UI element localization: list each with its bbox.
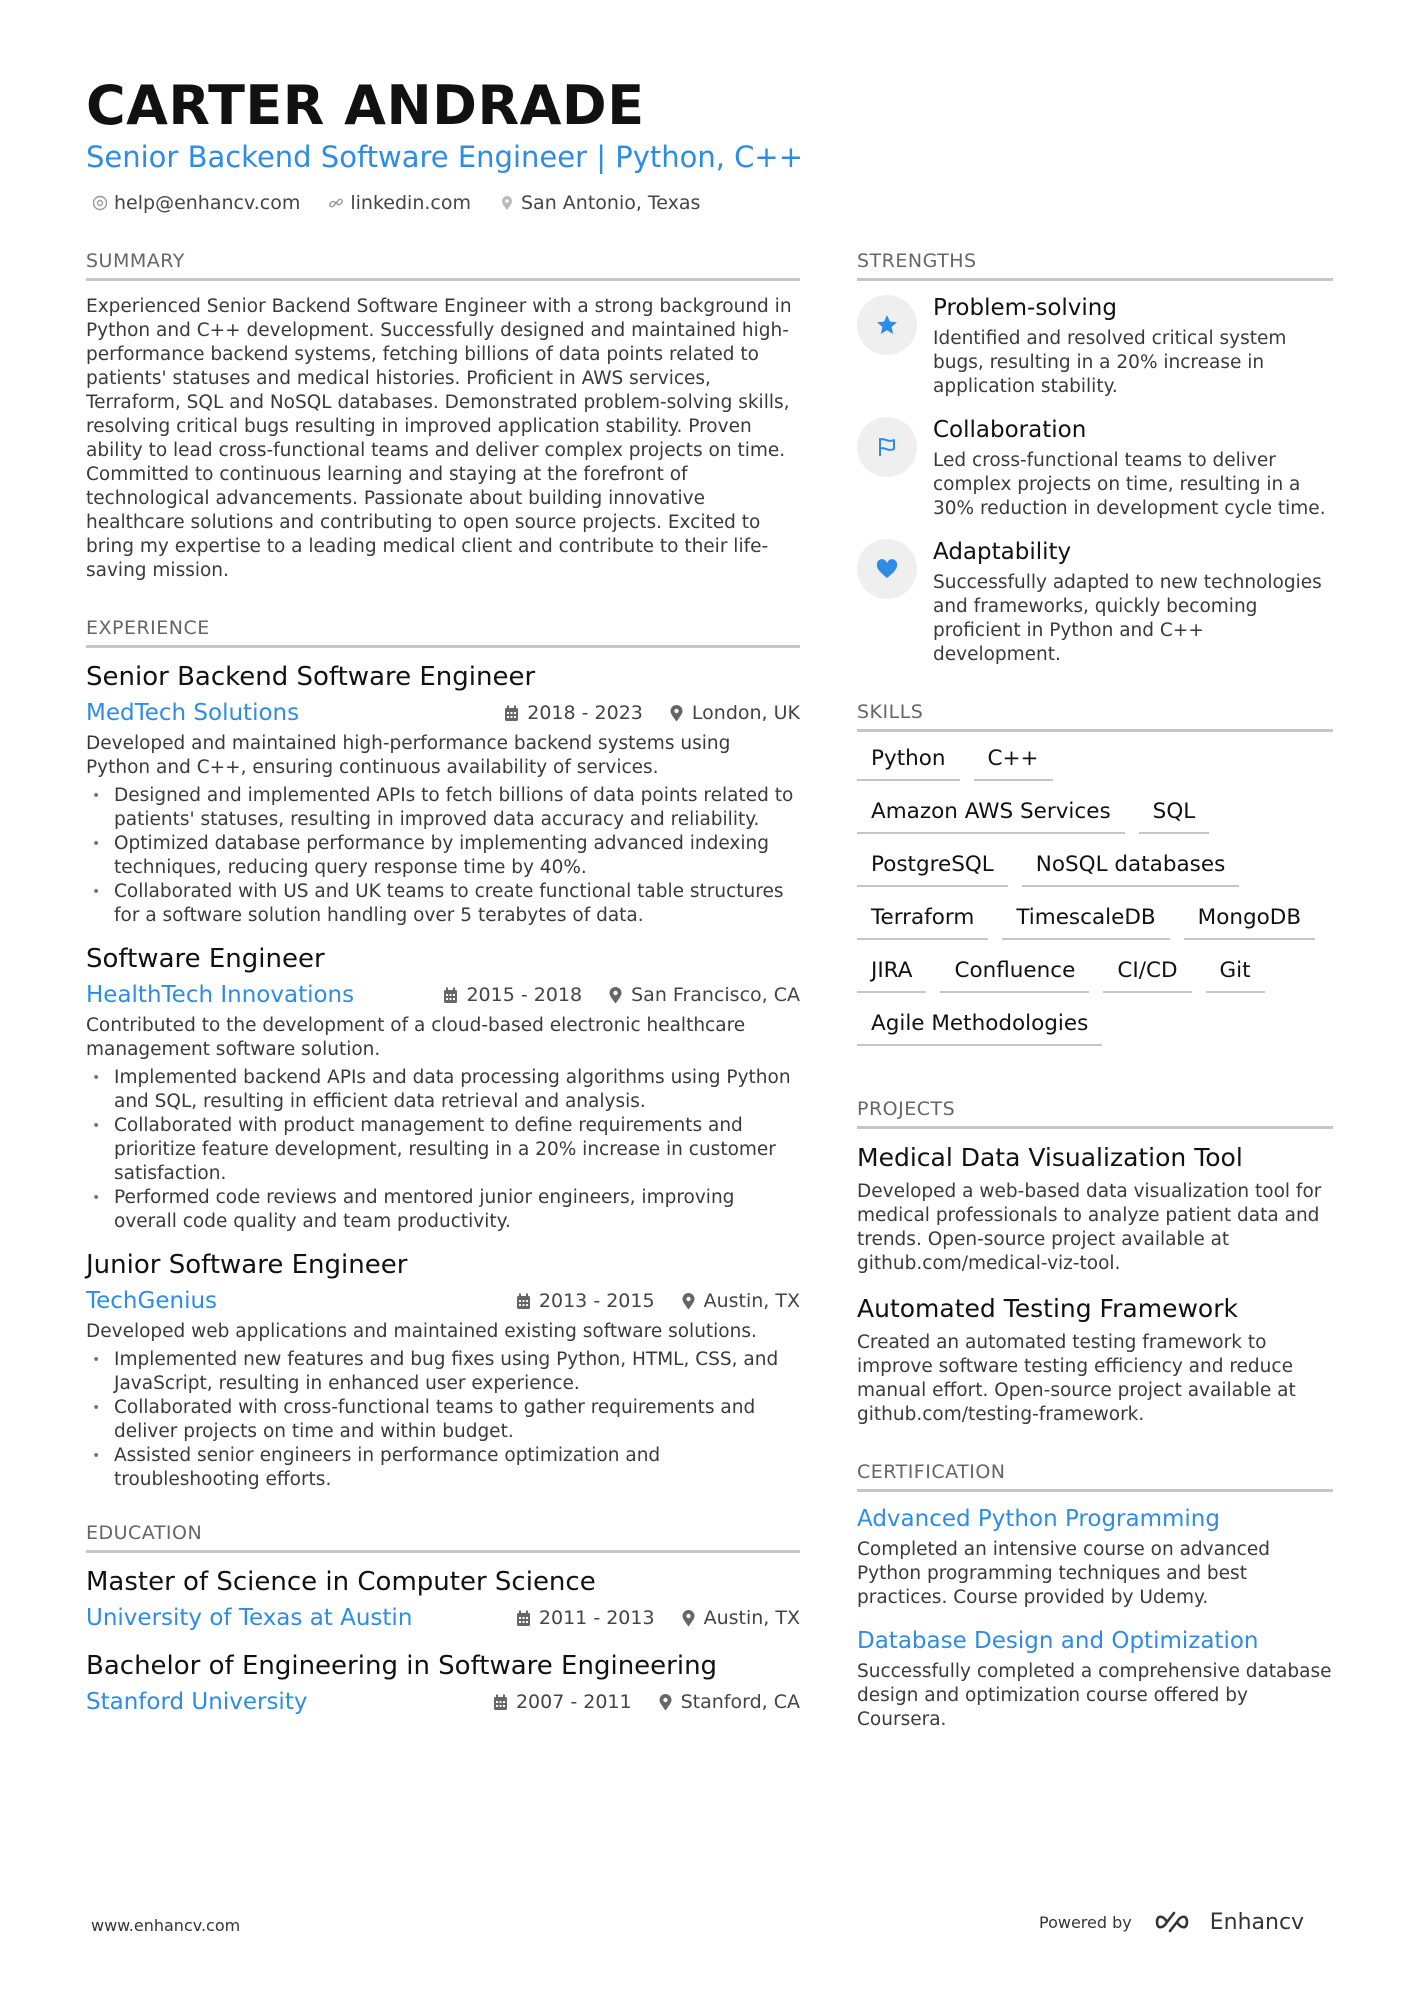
skill-tag: JIRA: [857, 958, 926, 993]
skills-heading: SKILLS: [857, 701, 1333, 732]
link-icon: [328, 195, 344, 211]
experience-entry: [86, 662, 800, 928]
right-column: [857, 250, 1333, 1750]
certification-item: [857, 1628, 1333, 1732]
job-meta: [86, 1288, 800, 1314]
education-entry: [86, 1651, 800, 1715]
strength-body: [933, 539, 1333, 667]
education-entry: [86, 1567, 800, 1631]
job-meta-right: [504, 702, 800, 724]
education-location: [658, 1691, 800, 1713]
enhancv-brand-text: Enhancv: [1209, 1909, 1305, 1935]
job-location: [681, 1290, 800, 1312]
education-meta: [86, 1689, 800, 1715]
skill-tag: Amazon AWS Services: [857, 799, 1125, 834]
location-pin-icon: [499, 195, 515, 211]
contact-email-text: help@enhancv.com: [114, 192, 301, 214]
job-bullet: • Optimized database performance by implementing advanced indexing techniques, reducing query response time by 40%.: [86, 832, 800, 880]
job-bullet: • Designed and implemented APIs to fetch billions of data points related to patients' statuses, resulting in improved data accuracy and reliability.: [86, 784, 800, 832]
company-name[interactable]: HealthTech Innovations: [86, 982, 355, 1008]
job-bullet: • Implemented new features and bug fixes using Python, HTML, CSS, and JavaScript, resulting in enhanced user experience.: [86, 1348, 800, 1396]
job-bullet: • Collaborated with product management to define requirements and prioritize feature development, resulting in a 20% increase in customer satisfaction.: [86, 1114, 800, 1186]
degree-title: Bachelor of Engineering in Software Engineering: [86, 1651, 718, 1681]
job-bullets: [86, 1066, 800, 1234]
location-pin-icon: [681, 1610, 696, 1627]
job-location: [608, 984, 800, 1006]
strength-body: [933, 295, 1333, 399]
certification-description: Successfully completed a comprehensive database design and optimization course offered by Coursera.: [857, 1661, 1332, 1730]
strength-description: Successfully adapted to new technologies and frameworks, quickly becoming proficient in Python and C++ development.: [933, 572, 1322, 665]
project-item: [857, 1143, 1333, 1276]
job-meta-right: [443, 984, 800, 1006]
company-name[interactable]: TechGenius: [86, 1288, 218, 1314]
skill-tag: Python: [857, 746, 960, 781]
location-pin-icon: [608, 987, 623, 1004]
strength-item: [857, 417, 1333, 521]
footer-website[interactable]: www.enhancv.com: [91, 1916, 241, 1935]
contact-location-text: San Antonio, Texas: [521, 192, 701, 214]
heart-icon: [857, 539, 917, 599]
strength-description: Identified and resolved critical system bugs, resulting in a 20% increase in application stability.: [933, 328, 1287, 397]
projects-heading: PROJECTS: [857, 1098, 1333, 1129]
job-dates-text: 2018 - 2023: [527, 702, 643, 724]
certification-description: Completed an intensive course on advanced Python programming techniques and best practices. Course provided by Udemy.: [857, 1539, 1270, 1608]
flag-icon: [857, 417, 917, 477]
candidate-name: CARTER ANDRADE: [86, 74, 645, 137]
calendar-icon: [493, 1694, 508, 1711]
location-pin-icon: [681, 1293, 696, 1310]
certification-title[interactable]: Database Design and Optimization: [857, 1628, 1259, 1654]
left-column: [86, 250, 800, 1735]
project-description: Developed a web-based data visualization tool for medical professionals to analyze patient data and trends. Open-source project available at github.com/medical-viz-tool.: [857, 1181, 1322, 1274]
job-dates: [516, 1290, 655, 1312]
education-meta: [86, 1605, 800, 1631]
strength-item: [857, 539, 1333, 667]
education-location: [681, 1607, 800, 1629]
job-bullet: • Implemented backend APIs and data processing algorithms using Python and SQL, resulting in efficient data retrieval and analysis.: [86, 1066, 800, 1114]
calendar-icon: [516, 1610, 531, 1627]
summary-heading: SUMMARY: [86, 250, 800, 281]
job-dates: [443, 984, 582, 1006]
calendar-icon: [516, 1293, 531, 1310]
strength-title: Collaboration: [933, 417, 1087, 443]
certification-heading: CERTIFICATION: [857, 1461, 1333, 1492]
strengths-heading: STRENGTHS: [857, 250, 1333, 281]
job-meta: [86, 982, 800, 1008]
project-title: Automated Testing Framework: [857, 1294, 1238, 1323]
school-name[interactable]: Stanford University: [86, 1689, 308, 1715]
job-description: Contributed to the development of a cloud-based electronic healthcare management software solution.: [86, 1015, 746, 1060]
skill-tag: MongoDB: [1184, 905, 1315, 940]
skills-list: [857, 746, 1333, 1064]
job-location: [669, 702, 800, 724]
job-description: Developed and maintained high-performance backend systems using Python and C++, ensuring continuous availability of services.: [86, 733, 731, 778]
company-name[interactable]: MedTech Solutions: [86, 700, 300, 726]
powered-by-label: Powered by: [1039, 1912, 1132, 1932]
strength-description: Led cross-functional teams to deliver complex projects on time, resulting in a 30% reduction in development cycle time.: [933, 450, 1326, 519]
education-meta-right: [516, 1607, 800, 1629]
contact-email[interactable]: [92, 192, 300, 214]
job-location-text: Austin, TX: [703, 1290, 800, 1312]
strength-body: [933, 417, 1333, 521]
degree-title: Master of Science in Computer Science: [86, 1567, 596, 1597]
contact-location: [499, 192, 700, 214]
education-dates-text: 2007 - 2011: [515, 1691, 632, 1713]
skill-tag: PostgreSQL: [857, 852, 1008, 887]
strength-title: Adaptability: [933, 539, 1072, 565]
job-meta-right: [516, 1290, 800, 1312]
footer-branding: [1039, 1909, 1304, 1935]
skill-tag: Confluence: [940, 958, 1089, 993]
skill-tag: CI/CD: [1103, 958, 1191, 993]
certification-title[interactable]: Advanced Python Programming: [857, 1506, 1220, 1532]
enhancv-logo[interactable]: [1154, 1909, 1304, 1935]
at-icon: [92, 195, 108, 211]
skill-tag: NoSQL databases: [1022, 852, 1240, 887]
experience-heading: EXPERIENCE: [86, 617, 800, 648]
education-dates: [516, 1607, 655, 1629]
education-location-text: Austin, TX: [703, 1607, 800, 1629]
strength-title: Problem-solving: [933, 295, 1117, 321]
skill-tag: TimescaleDB: [1002, 905, 1169, 940]
location-pin-icon: [669, 705, 684, 722]
star-icon: [857, 295, 917, 355]
contact-linkedin-text: linkedin.com: [350, 192, 471, 214]
job-bullets: [86, 784, 800, 928]
experience-entry: [86, 1250, 800, 1492]
calendar-icon: [504, 705, 519, 722]
skill-tag: Agile Methodologies: [857, 1011, 1102, 1046]
job-description: Developed web applications and maintained existing software solutions.: [86, 1321, 757, 1342]
skill-tag: C++: [974, 746, 1053, 781]
job-title: Software Engineer: [86, 944, 325, 974]
job-meta: [86, 700, 800, 726]
education-dates-text: 2011 - 2013: [538, 1607, 655, 1629]
job-bullet: • Assisted senior engineers in performance optimization and troubleshooting efforts.: [86, 1444, 800, 1492]
school-name[interactable]: University of Texas at Austin: [86, 1605, 413, 1631]
skill-tag: Terraform: [857, 905, 988, 940]
job-bullet: • Collaborated with cross-functional teams to gather requirements and deliver projects on time and within budget.: [86, 1396, 800, 1444]
contact-bar: [92, 192, 700, 214]
strength-item: [857, 295, 1333, 399]
education-dates: [493, 1691, 632, 1713]
project-title: Medical Data Visualization Tool: [857, 1143, 1243, 1172]
contact-linkedin[interactable]: [328, 192, 471, 214]
project-description: Created an automated testing framework to improve software testing efficiency and reduce manual effort. Open-source project available at github.com/testing-framework.: [857, 1332, 1296, 1425]
certification-item: [857, 1506, 1333, 1610]
skill-tag: Git: [1206, 958, 1265, 993]
candidate-title: Senior Backend Software Engineer | Python, C++: [86, 140, 804, 174]
education-heading: EDUCATION: [86, 1522, 800, 1553]
job-title: Junior Software Engineer: [86, 1250, 408, 1280]
infinity-logo-icon: [1154, 1909, 1200, 1935]
experience-entry: [86, 944, 800, 1234]
calendar-icon: [443, 987, 458, 1004]
job-title: Senior Backend Software Engineer: [86, 662, 536, 692]
education-meta-right: [493, 1691, 800, 1713]
job-dates-text: 2013 - 2015: [538, 1290, 655, 1312]
job-bullets: [86, 1348, 800, 1492]
education-location-text: Stanford, CA: [680, 1691, 800, 1713]
job-location-text: San Francisco, CA: [631, 984, 800, 1006]
job-bullet: • Collaborated with US and UK teams to create functional table structures for a software solution handling over 5 terabytes of data.: [86, 880, 800, 928]
job-bullet: • Performed code reviews and mentored junior engineers, improving overall code quality and team productivity.: [86, 1186, 800, 1234]
job-location-text: London, UK: [691, 702, 800, 724]
location-pin-icon: [658, 1694, 673, 1711]
project-item: [857, 1294, 1333, 1427]
skill-tag: SQL: [1139, 799, 1210, 834]
job-dates-text: 2015 - 2018: [466, 984, 583, 1006]
job-dates: [504, 702, 643, 724]
summary-text: Experienced Senior Backend Software Engineer with a strong background in Python and C++ development. Successfully designed and maintained high-performance backend systems, fetching billions of data points related to patients' statuses and medical histories. Proficient in AWS services, Terraform, SQL and NoSQL databases. Demonstrated problem-solving skills, resolving critical bugs resulting in improved application stability. Proven ability to lead cross-functional teams and deliver complex projects on time. Committed to continuous learning and staying at the forefront of technological advancements. Passionate about building innovative healthcare solutions and contributing to open source projects. Excited to bring my expertise to a leading medical client and contribute to their life-saving mission.: [86, 296, 792, 581]
